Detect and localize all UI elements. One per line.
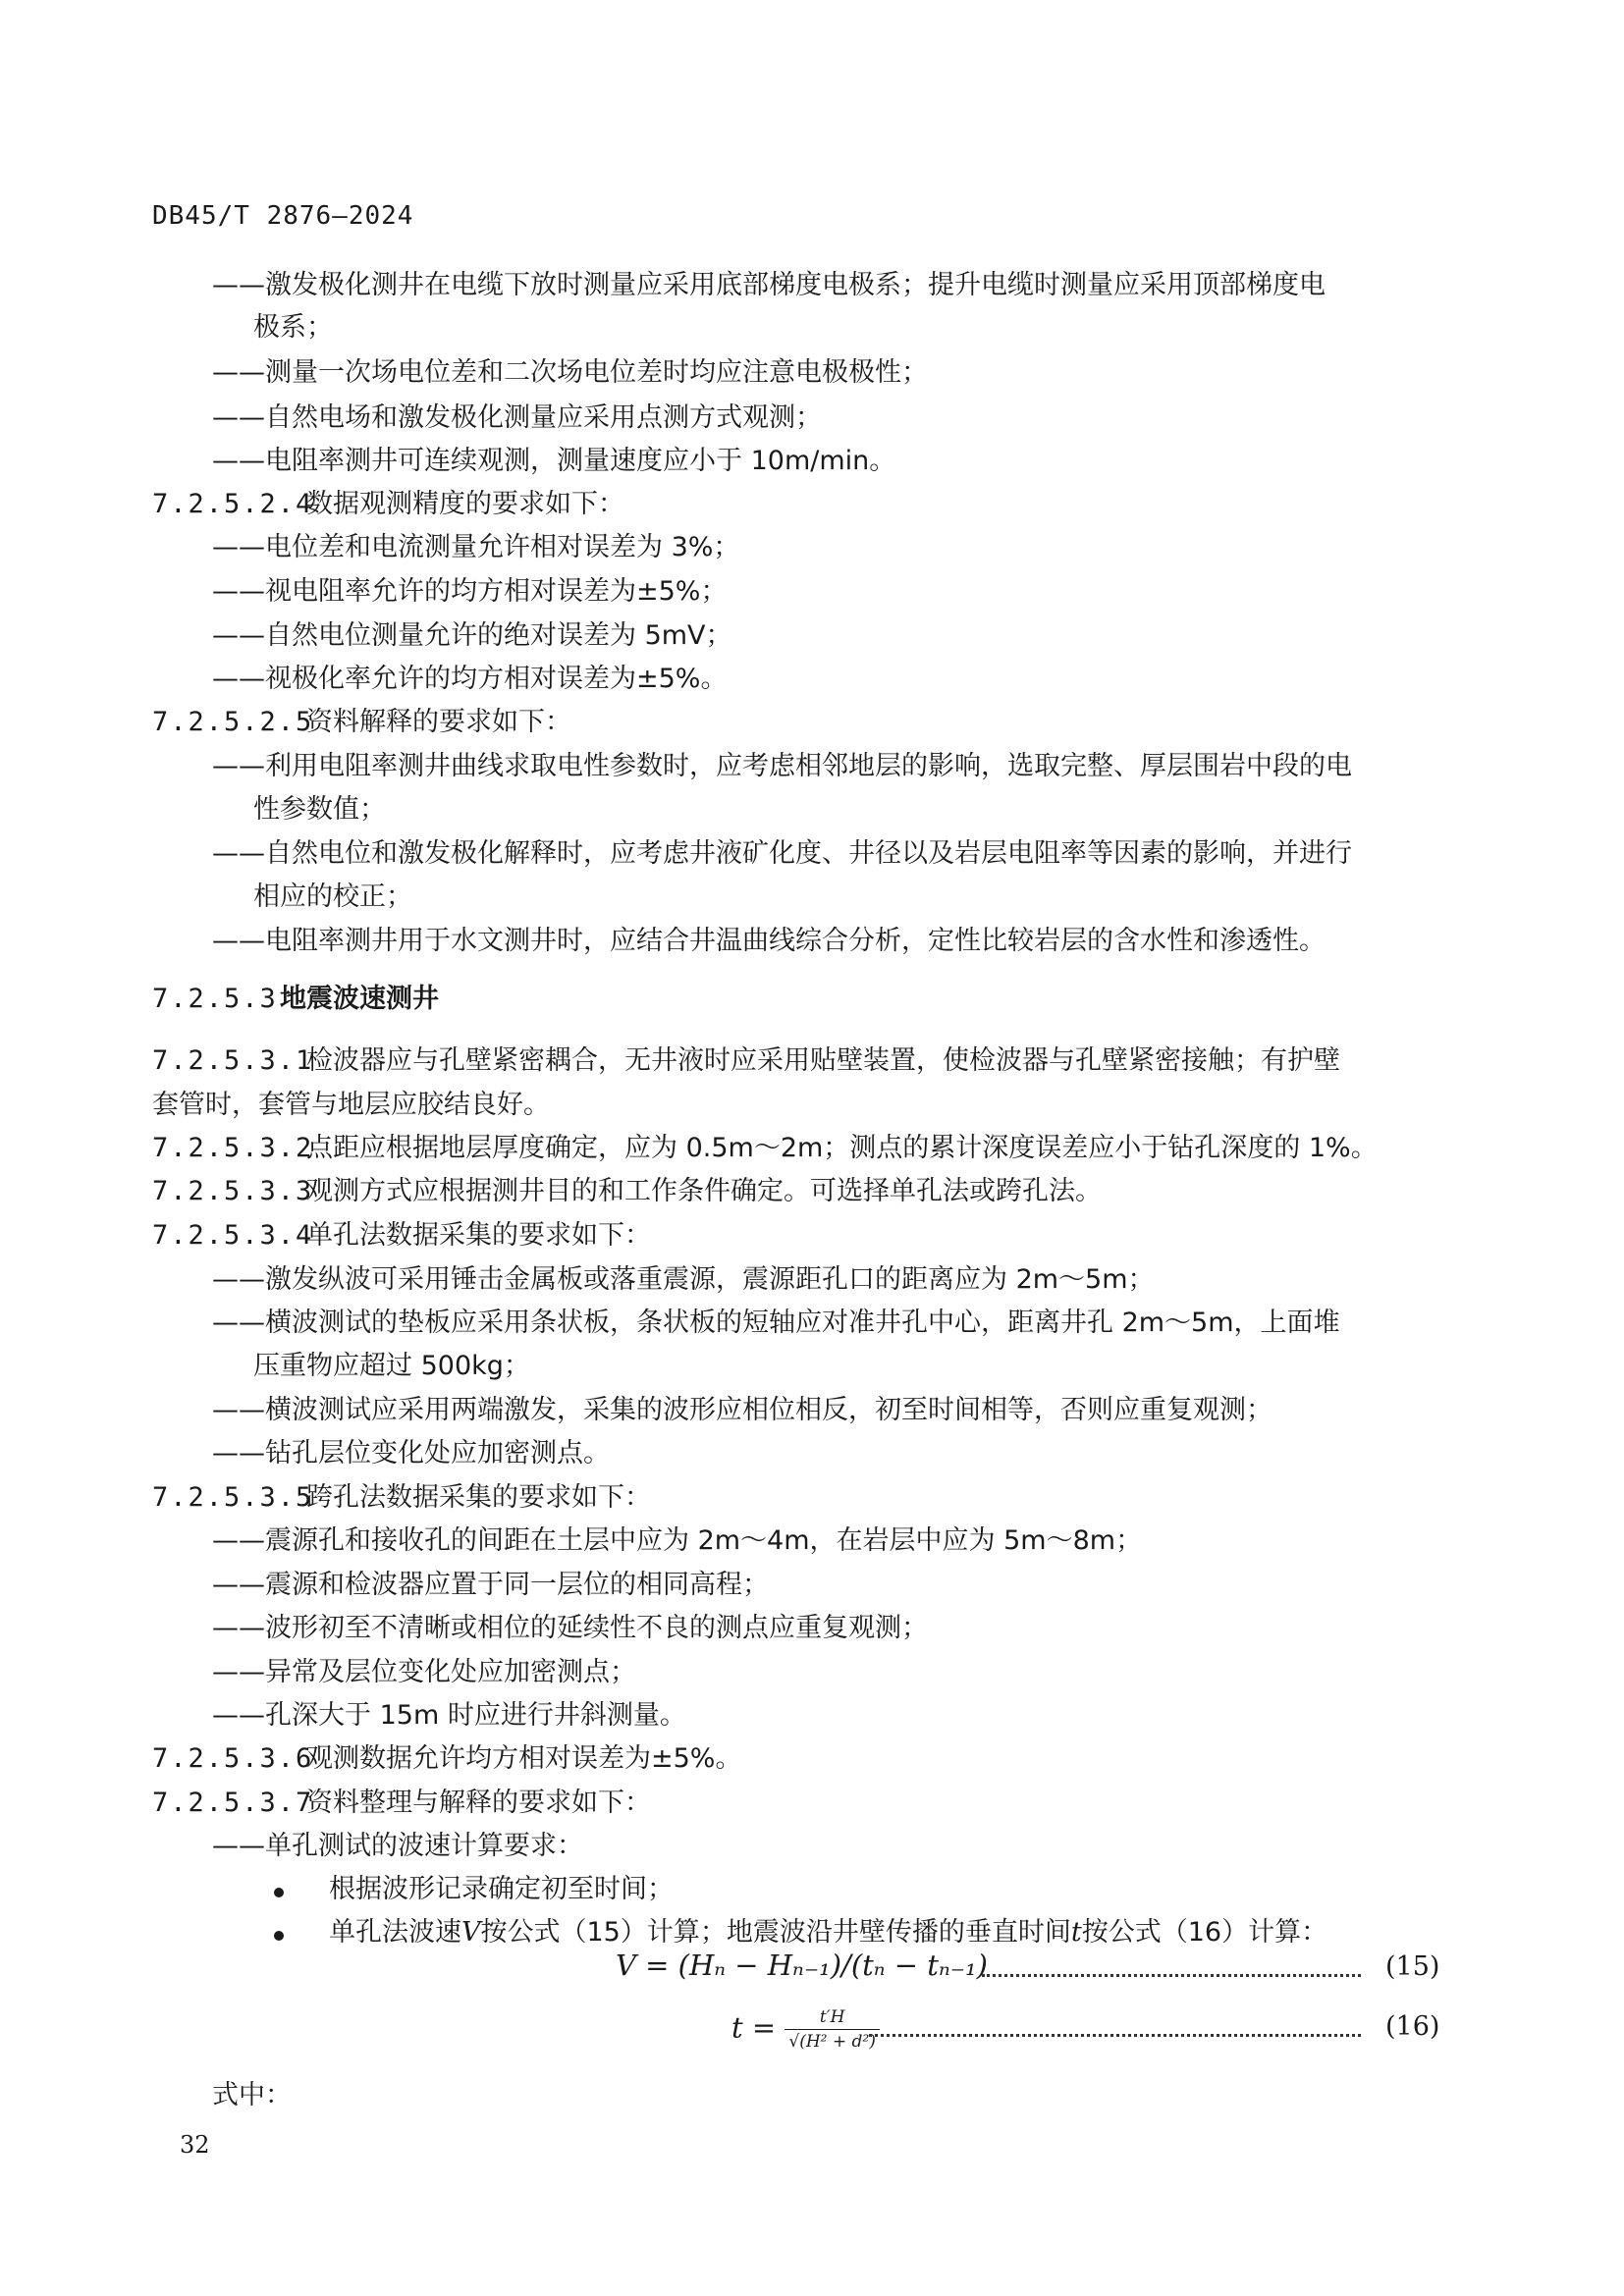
dash-item: ——波形初至不清晰或相位的延续性不良的测点应重复观测； (212, 1613, 928, 1643)
document-code-header: DB45/T 2876—2024 (152, 201, 414, 231)
formula-leader-dots (869, 2034, 1361, 2037)
dash-item: ——视电阻率允许的均方相对误差为±5%； (212, 576, 728, 607)
clause-7-2-5-3-1 (152, 1047, 1340, 1074)
dash-item: ——视极化率允许的均方相对误差为±5%。 (212, 664, 728, 694)
clause-text: 资料整理与解释的要求如下： (306, 1788, 651, 1818)
formula-16-denominator: √(H² + d²) (788, 2032, 876, 2052)
clause-text: 观测方式应根据测井目的和工作条件确定。可选择单孔法或跨孔法。 (306, 1176, 1102, 1206)
clause-number: 7.2.5.3.5 (152, 1482, 314, 1513)
clause-7-2-5-3-3 (152, 1178, 1102, 1204)
dash-item: ——自然电位测量允许的绝对误差为 5mV； (212, 620, 732, 651)
dash-item-continuation: 相应的校正； (253, 881, 412, 912)
formula-16-fraction (785, 2007, 880, 2052)
clause-text: 单孔法数据采集的要求如下： (306, 1220, 651, 1251)
clause-7-2-5-2-4 (152, 491, 624, 517)
formula-16 (731, 2007, 880, 2052)
clause-continuation: 套管时，套管与地层应胶结良好。 (152, 1090, 550, 1120)
clause-text: 资料解释的要求如下： (306, 707, 571, 737)
dash-item: ——横波测试应采用两端激发，采集的波形应相位相反，初至时间相等，否则应重复观测； (212, 1395, 1272, 1425)
dash-item: ——横波测试的垫板应采用条状板，条状板的短轴应对准井孔中心，距离井孔 2m～5m，上面堆 (212, 1308, 1340, 1338)
dash-item: ——震源和检波器应置于同一层位的相同高程； (212, 1570, 769, 1600)
clause-number: 7.2.5.2.4 (152, 489, 314, 519)
bullet-icon (274, 1926, 284, 1945)
formula-15: V = (Hₙ − Hₙ₋₁)/(tₙ − tₙ₋₁) (616, 1949, 988, 1982)
equation-number-16: (16) (1385, 2011, 1440, 2042)
clause-7-2-5-3-4 (152, 1222, 651, 1249)
dash-item-continuation: 性参数值； (253, 794, 386, 825)
bullet-icon (274, 1883, 284, 1901)
clause-text: 数据观测精度的要求如下： (306, 489, 624, 519)
equation-number-15: (15) (1385, 1951, 1440, 1982)
dash-item: ——单孔测试的波速计算要求： (212, 1831, 583, 1861)
clause-text: 观测数据允许均方相对误差为±5%。 (306, 1743, 742, 1774)
dash-item: ——电阻率测井可连续观测，测量速度应小于 10m/min。 (212, 446, 896, 476)
clause-7-2-5-3-7 (152, 1789, 651, 1816)
section-title: 地震波速测井 (280, 984, 439, 1014)
dash-item: ——异常及层位变化处应加密测点； (212, 1657, 636, 1687)
clause-number: 7.2.5.3.1 (152, 1045, 314, 1076)
dash-item-continuation: 极系； (253, 312, 333, 343)
dash-item: ——电位差和电流测量允许相对误差为 3%； (212, 532, 740, 562)
clause-7-2-5-2-5 (152, 709, 571, 735)
dash-item: ——测量一次场电位差和二次场电位差时均应注意电极极性； (212, 357, 928, 388)
bullet-item: 根据波形记录确定初至时间； (329, 1874, 674, 1904)
dash-item: ——利用电阻率测井曲线求取电性参数时，应考虑相邻地层的影响，选取完整、厚层围岩中段的电 (212, 751, 1352, 781)
dash-item: ——震源孔和接收孔的间距在土层中应为 2m～4m，在岩层中应为 5m～8m； (212, 1525, 1143, 1556)
clause-number: 7.2.5.3.4 (152, 1220, 314, 1251)
section-heading-7-2-5-3 (152, 986, 439, 1012)
clause-number: 7.2.5.3.6 (152, 1743, 314, 1774)
formula-16-numerator: t′H (785, 2007, 880, 2030)
dash-item: ——激发极化测井在电缆下放时测量应采用底部梯度电极系；提升电缆时测量应采用顶部梯度电 (212, 270, 1326, 300)
clause-7-2-5-3-6 (152, 1745, 741, 1772)
clause-number: 7.2.5.3.7 (152, 1788, 314, 1818)
clause-7-2-5-3-2 (152, 1135, 1378, 1161)
bullet-item: 单孔法波速V按公式（15）计算；地震波沿井壁传播的垂直时间t按公式（16）计算： (329, 1917, 1328, 1948)
dash-item: ——自然电场和激发极化测量应采用点测方式观测； (212, 402, 822, 433)
dash-item: ——自然电位和激发极化解释时，应考虑井液矿化度、井径以及岩层电阻率等因素的影响，并进行 (212, 838, 1352, 869)
formula-leader-dots (982, 1974, 1361, 1977)
dash-item: ——电阻率测井用于水文测井时，应结合井温曲线综合分析，定性比较岩层的含水性和渗透性。 (212, 926, 1326, 956)
formula-16-lhs: t = (731, 2010, 777, 2045)
dash-item: ——激发纵波可采用锤击金属板或落重震源，震源距孔口的距离应为 2m～5m； (212, 1264, 1155, 1295)
where-label: 式中： (212, 2080, 292, 2110)
dash-item: ——孔深大于 15m 时应进行井斜测量。 (212, 1700, 686, 1731)
clause-text: 检波器应与孔壁紧密耦合，无井液时应采用贴壁装置，使检波器与孔壁紧密接触；有护壁 (306, 1045, 1340, 1076)
dash-item: ——钻孔层位变化处应加密测点。 (212, 1438, 610, 1468)
clause-number: 7.2.5.3.2 (152, 1133, 314, 1163)
clause-text: 点距应根据地层厚度确定，应为 0.5m～2m；测点的累计深度误差应小于钻孔深度的 1%。 (306, 1133, 1378, 1163)
clause-number: 7.2.5.3 (152, 984, 278, 1014)
clause-text: 跨孔法数据采集的要求如下： (306, 1482, 651, 1513)
page-number: 32 (180, 2131, 210, 2159)
clause-number: 7.2.5.2.5 (152, 707, 314, 737)
dash-item-continuation: 压重物应超过 500kg； (253, 1351, 530, 1381)
clause-7-2-5-3-5 (152, 1484, 651, 1511)
clause-number: 7.2.5.3.3 (152, 1176, 314, 1206)
